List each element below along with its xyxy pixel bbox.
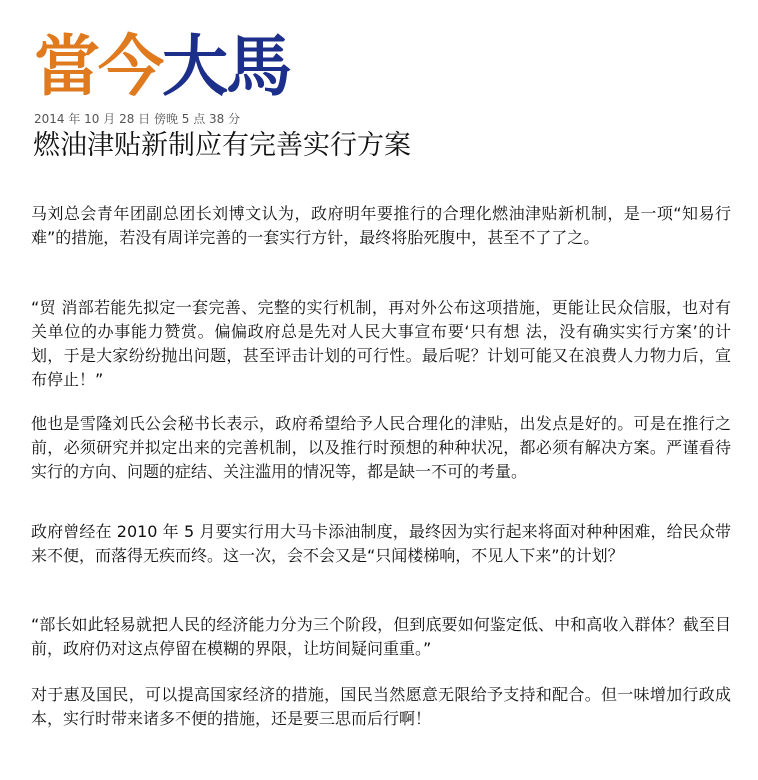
article-dateline: 2014 年 10 月 28 日 傍晚 5 点 38 分 <box>34 112 241 126</box>
article-paragraph-6: 对于惠及国民，可以提高国家经济的措施，国民当然愿意无限给予支持和配合。但一味增加行政成本，实行时带来诸多不便的措施，还是要三思而后行啊！ <box>31 685 731 728</box>
site-logo[interactable] <box>34 30 290 104</box>
logo-text-part1: 當今 <box>34 28 162 105</box>
article-paragraph-3: 他也是雪隆刘氏公会秘书长表示，政府希望给予人民合理化的津贴，出发点是好的。可是在推行之前，必须研究并拟定出来的完善机制，以及推行时预想的种种状况，都必须有解决方案。严谨看待实行的方向、问题的症结、关注滥用的情况等，都是缺一不可的考量。 <box>31 414 731 481</box>
article-paragraph-4: 政府曾经在 2010 年 5 月要实行用大马卡添油制度，最终因为实行起来将面对种种困难，给民众带来不便，而落得无疾而终。这一次，会不会又是“只闻楼梯响，不见人下来”的计划？ <box>31 522 731 565</box>
article-paragraph-1: 马刘总会青年团副总团长刘博文认为，政府明年要推行的合理化燃油津贴新机制，是一项“知易行难”的措施，若没有周详完善的一套实行方针，最终将胎死腹中，甚至不了了之。 <box>31 204 731 247</box>
article-paragraph-2: “贸 消部若能先拟定一套完善、完整的实行机制，再对外公布这项措施，更能让民众信服，也对有关单位的办事能力赞赏。偏偏政府总是先对人民大事宣布要‘只有想 法，没有确实实行方案’的计划，于是大家纷纷抛出问题，甚至评击计划的可行性。最后呢？计划可能又在浪费人力物力后，宣布停止！” <box>31 298 731 389</box>
logo-text-part2: 大馬 <box>162 28 290 105</box>
article-paragraph-5: “部长如此轻易就把人民的经济能力分为三个阶段，但到底要如何鉴定低、中和高收入群体？截至目前，政府仍对这点停留在模糊的界限，让坊间疑问重重。” <box>31 615 731 658</box>
article-title: 燃油津贴新制应有完善实行方案 <box>33 130 411 161</box>
